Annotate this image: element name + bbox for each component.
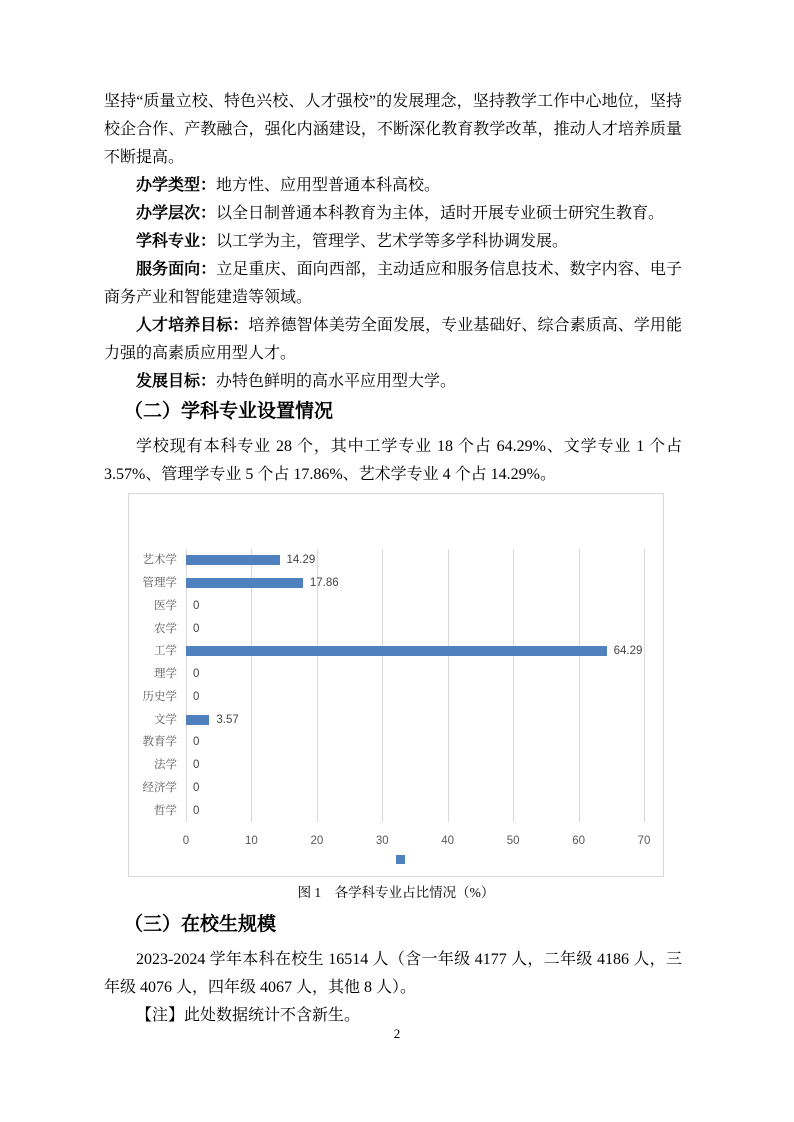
item-label: 办学层次： (136, 205, 217, 222)
item-text: 办特色鲜明的高水平应用型大学。 (216, 373, 457, 390)
chart-gridline (251, 549, 252, 822)
figure-caption: 图 1 各学科专业占比情况（%） (297, 885, 495, 900)
value-label: 3.57 (216, 713, 239, 726)
section-heading-3: （三）在校生规模 (124, 914, 277, 935)
value-label: 64.29 (613, 645, 643, 658)
x-axis-tick-label: 40 (441, 835, 455, 847)
item-text: 地方性、应用型普通本科高校。 (216, 177, 441, 194)
chart-gridline (382, 549, 383, 822)
note-paragraph: 【注】此处数据统计不含新生。 (136, 1007, 361, 1024)
labeled-paragraph-dev-goal (104, 368, 682, 396)
value-label: 0 (193, 781, 200, 794)
item-label: 办学类型： (136, 177, 217, 194)
x-axis-tick-label: 60 (572, 835, 585, 847)
chart-gridline (644, 549, 645, 822)
chart-gridline (513, 549, 514, 822)
x-axis-tick-label: 0 (182, 835, 190, 847)
category-label: 艺术学 (142, 554, 177, 567)
x-axis-tick-label: 70 (637, 835, 651, 847)
bar (186, 646, 607, 656)
value-label: 0 (193, 668, 200, 681)
category-label: 历史学 (142, 690, 177, 703)
intro-paragraph: 坚持“质量立校、特色兴校、人才强校”的发展理念，坚持教学工作中心地位，坚持校企合作、产教融合，强化内涵建设，不断深化教育教学改革，推动人才培养质量不断提高。 (104, 93, 682, 166)
bar (186, 715, 209, 725)
item-text: 以全日制普通本科教育为主体，适时开展专业硕士研究生教育。 (216, 205, 665, 222)
category-label: 理学 (154, 668, 177, 681)
category-label: 工学 (154, 645, 177, 658)
value-label: 0 (193, 690, 200, 703)
value-label: 0 (193, 599, 200, 612)
labeled-paragraph-discipline (104, 228, 682, 256)
category-label: 哲学 (154, 804, 177, 817)
page-number: 2 (393, 1026, 401, 1041)
value-label: 14.29 (286, 554, 316, 567)
legend-marker-icon (396, 855, 405, 864)
item-label: 人才培养目标： (136, 317, 249, 334)
bar (186, 578, 303, 588)
item-label: 学科专业： (136, 233, 217, 250)
labeled-paragraph-type (104, 172, 682, 200)
category-label: 农学 (154, 622, 177, 635)
bar (186, 555, 280, 565)
item-text: 培养德智体美劳全面发展，专业基础好、综合素质高、学用能力强的高素质应用型人才。 (104, 317, 682, 362)
labeled-paragraph-level (104, 200, 682, 228)
x-axis-tick-label: 20 (310, 835, 324, 847)
category-label: 法学 (154, 759, 177, 772)
x-axis-tick-label: 10 (244, 835, 258, 847)
x-axis-tick-label: 50 (506, 835, 520, 847)
item-label: 服务面向： (136, 261, 217, 278)
item-text: 以工学为主，管理学、艺术学等多学科协调发展。 (216, 233, 569, 250)
category-label: 文学 (154, 713, 177, 726)
labeled-paragraph-talent-goal (104, 312, 682, 368)
section3-paragraph: 2023-2024 学年本科在校生 16514 人（含一年级 4177 人，二年级 4186 人，三年级 4076 人，四年级 4067 人，其他 8 人）。 (104, 951, 682, 996)
item-label: 发展目标： (136, 373, 217, 390)
x-axis-tick-label: 30 (375, 835, 389, 847)
value-label: 0 (193, 736, 200, 749)
labeled-paragraph-service (104, 256, 682, 312)
chart-gridline (579, 549, 580, 822)
category-label: 经济学 (142, 781, 177, 794)
section2-paragraph: 学校现有本科专业 28 个，其中工学专业 18 个占 64.29%、文学专业 1 个占 3.57%、管理学专业 5 个占 17.86%、艺术学专业 4 个占 14.29%。 (104, 438, 682, 483)
value-label: 0 (193, 622, 200, 635)
value-label: 17.86 (309, 577, 339, 590)
category-label: 管理学 (142, 577, 177, 590)
category-label: 医学 (154, 599, 177, 612)
chart-gridline (448, 549, 449, 822)
bar-chart-figure (128, 493, 664, 877)
section-heading-2: （二）学科专业设置情况 (124, 401, 334, 422)
value-label: 0 (193, 804, 200, 817)
value-label: 0 (193, 759, 200, 772)
page-content (104, 88, 682, 1030)
chart-gridline (186, 549, 187, 822)
category-label: 教育学 (142, 736, 177, 749)
item-text: 立足重庆、面向西部，主动适应和服务信息技术、数字内容、电子商务产业和智能建造等领域。 (104, 261, 682, 306)
